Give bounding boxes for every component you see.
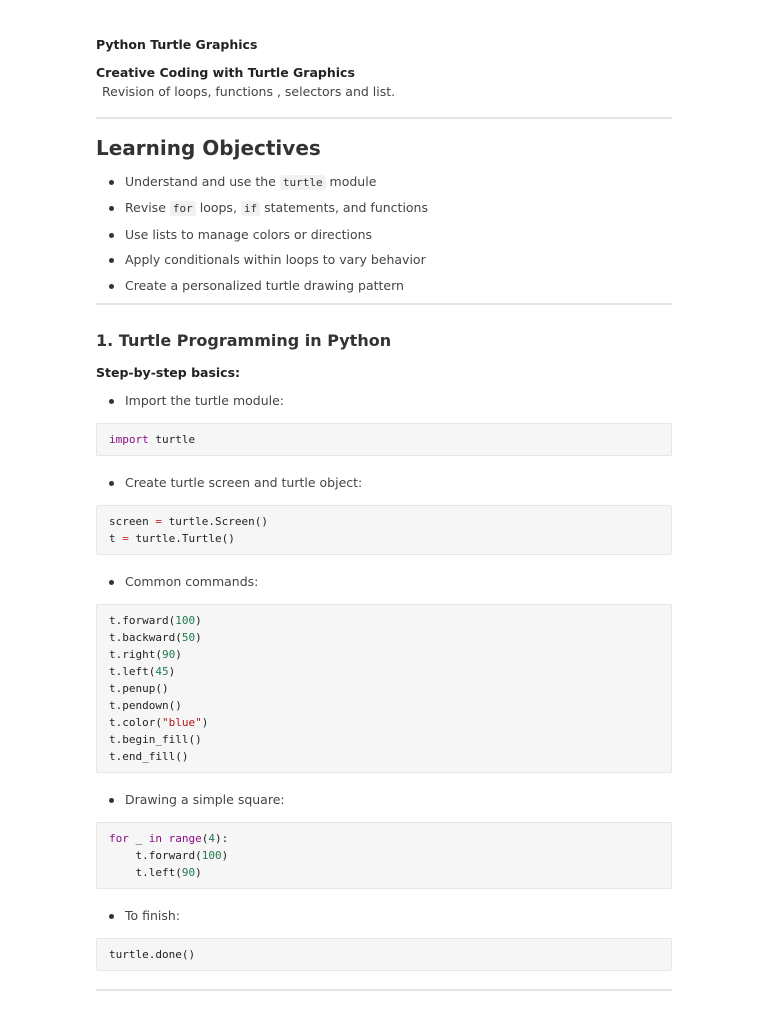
code-token: )	[201, 715, 209, 729]
code-token: t.backward(	[109, 630, 182, 644]
step-list	[96, 474, 672, 492]
code-token: t.color(	[109, 715, 162, 729]
objective-text: Revise	[125, 200, 170, 216]
code-block	[96, 505, 672, 555]
code-token: )	[221, 848, 229, 862]
code-line	[109, 864, 659, 881]
step-list	[96, 907, 672, 925]
code-line	[109, 431, 659, 448]
code-block	[96, 938, 672, 971]
inline-code: turtle	[280, 175, 326, 190]
objective-item	[96, 173, 672, 192]
code-token: t.begin_fill()	[109, 732, 202, 746]
objective-text: loops,	[195, 200, 241, 216]
document-title: Python Turtle Graphics	[96, 37, 258, 52]
code-token: turtle.done()	[109, 947, 196, 961]
code-token: turtle.Turtle()	[128, 531, 235, 545]
code-token: )	[195, 865, 202, 879]
section-heading: 1. Turtle Programming in Python	[96, 330, 392, 350]
code-token: t.left(	[109, 664, 156, 678]
code-token: 100	[201, 848, 222, 862]
code-token: )	[195, 613, 202, 627]
objective-text: Create a personalized turtle drawing pattern	[125, 277, 404, 293]
code-line	[109, 629, 659, 646]
objective-text: Understand and use the	[125, 174, 280, 189]
code-token: 50	[181, 630, 196, 644]
code-block	[96, 604, 672, 773]
objective-text: statements, and functions	[260, 200, 428, 216]
code-token: )	[168, 664, 176, 678]
objective-text: module	[325, 174, 377, 189]
code-token: =	[122, 531, 129, 545]
objective-item	[96, 226, 672, 244]
code-token: )	[195, 630, 202, 644]
code-token: "blue"	[161, 715, 202, 729]
code-token: in	[148, 831, 162, 845]
code-token: t.left(	[109, 865, 182, 879]
code-token: t.forward(	[109, 613, 176, 627]
step-label: Drawing a simple square:	[96, 791, 672, 809]
divider	[96, 117, 672, 119]
step-list	[96, 573, 672, 591]
code-token: t.end_fill()	[109, 749, 189, 763]
step-by-step-heading: Step-by-step basics:	[96, 364, 241, 380]
divider	[96, 303, 672, 305]
code-block	[96, 822, 672, 889]
code-token: 100	[175, 613, 196, 627]
objectives-list	[96, 173, 672, 295]
code-token: )	[175, 647, 182, 661]
objective-item	[96, 251, 672, 269]
code-token: 90	[161, 647, 176, 661]
objective-text: Apply conditionals within loops to vary behavior	[125, 252, 426, 268]
code-token: t.penup()	[109, 681, 169, 695]
code-token: for	[109, 831, 129, 845]
code-line	[109, 946, 659, 963]
code-line	[109, 513, 659, 530]
code-line	[109, 530, 659, 547]
code-token: screen	[109, 514, 156, 528]
code-token: 90	[181, 865, 196, 879]
divider	[96, 989, 672, 991]
code-token: turtle	[148, 432, 196, 446]
code-token: _	[128, 831, 149, 845]
document	[96, 0, 672, 991]
code-token: import	[109, 432, 149, 446]
code-token	[162, 832, 169, 845]
steps-container	[96, 392, 672, 971]
code-token: t.right(	[109, 647, 162, 661]
subtitle-description: Revision of loops, functions , selectors and list.	[102, 84, 396, 99]
code-token: t	[109, 531, 123, 545]
code-line	[109, 714, 659, 731]
code-token: 4	[208, 831, 215, 845]
inline-code: for	[170, 201, 196, 216]
code-token: range	[168, 831, 202, 845]
code-line	[109, 680, 659, 697]
subtitle: Creative Coding with Turtle Graphics	[96, 65, 355, 80]
step-label: Import the turtle module:	[96, 392, 672, 410]
code-line	[109, 748, 659, 765]
objective-item	[96, 277, 672, 295]
code-token: ):	[215, 831, 229, 845]
code-block	[96, 423, 672, 456]
step-list	[96, 791, 672, 809]
step-label: Create turtle screen and turtle object:	[96, 474, 672, 492]
objective-item	[96, 199, 672, 218]
code-line	[109, 646, 659, 663]
code-token: t.forward(	[109, 848, 202, 862]
code-token: =	[155, 514, 162, 528]
code-line	[109, 830, 659, 847]
code-line	[109, 663, 659, 680]
learning-objectives-heading: Learning Objectives	[96, 136, 321, 160]
code-line	[109, 697, 659, 714]
code-token: t.pendown()	[109, 698, 182, 712]
step-label: To finish:	[96, 907, 672, 925]
code-line	[109, 847, 659, 864]
code-token: 45	[155, 664, 169, 678]
code-token: turtle.Screen()	[161, 514, 268, 528]
code-token: (	[201, 831, 209, 845]
step-label: Common commands:	[96, 573, 672, 591]
code-line	[109, 612, 659, 629]
step-list	[96, 392, 672, 410]
inline-code: if	[241, 201, 260, 216]
objective-text: Use lists to manage colors or directions	[125, 226, 373, 242]
code-line	[109, 731, 659, 748]
